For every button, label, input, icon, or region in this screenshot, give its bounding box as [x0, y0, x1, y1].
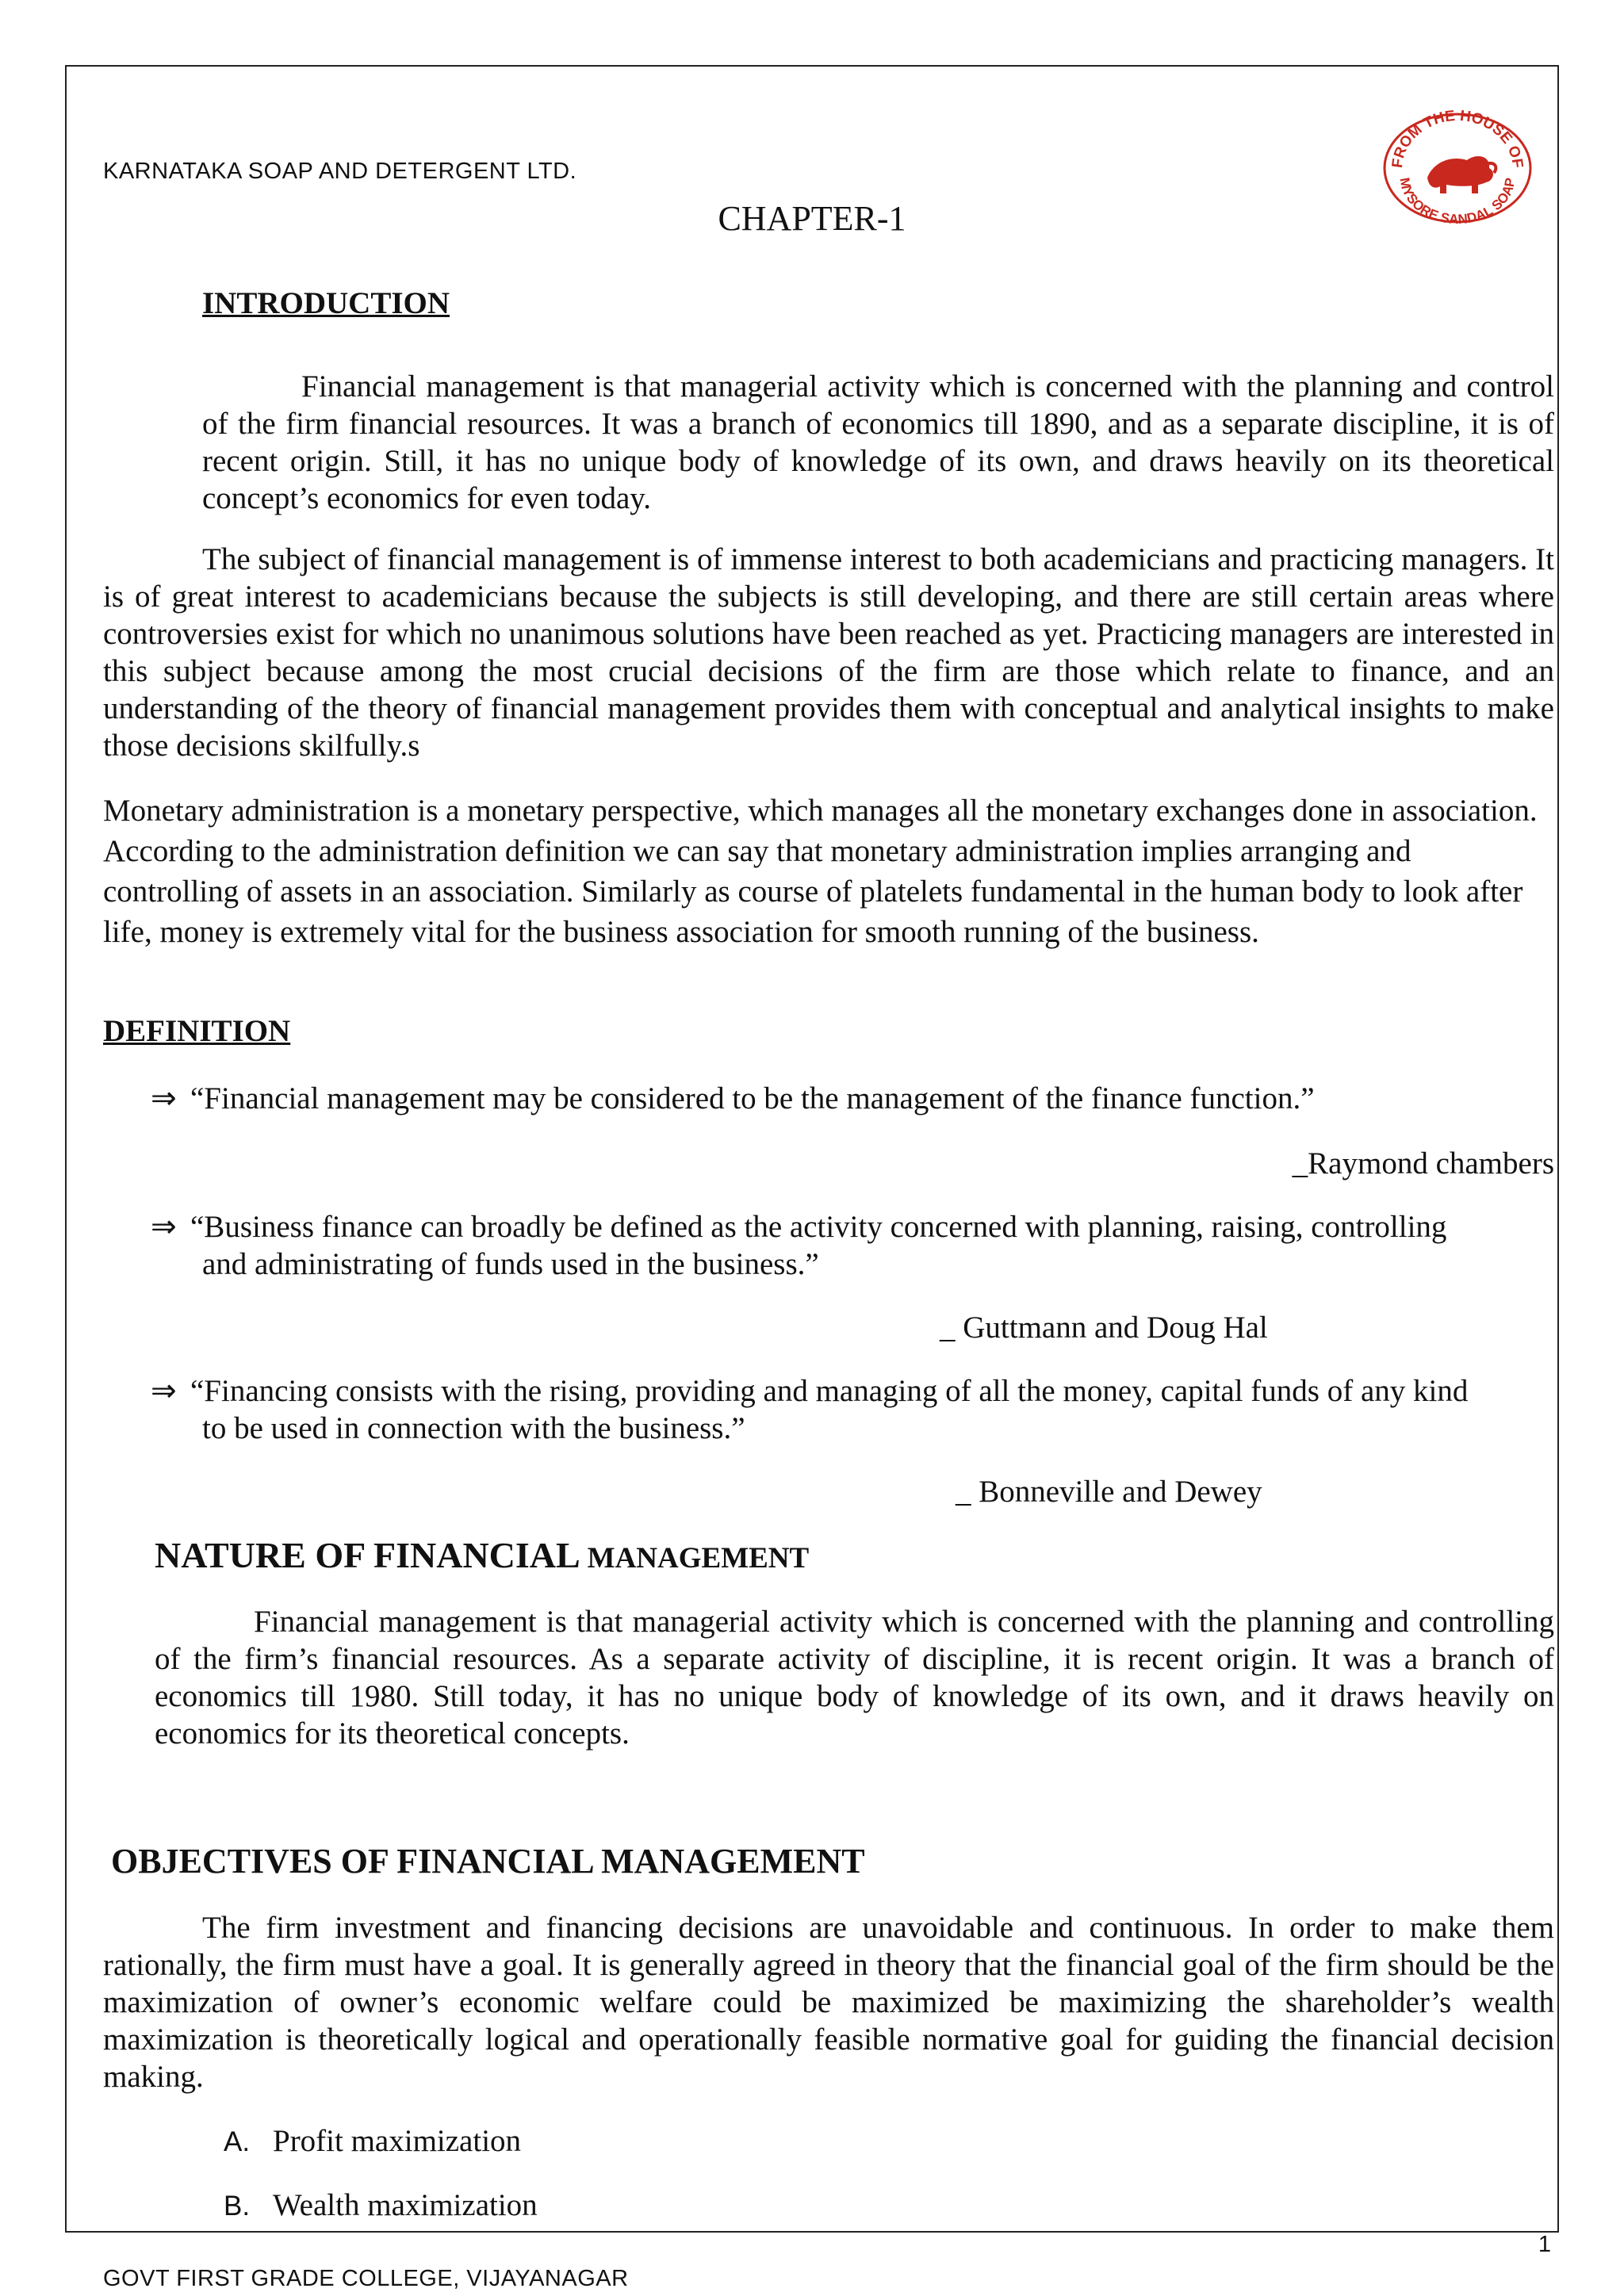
quote-attribution-2: _ Guttmann and Doug Hal	[940, 1311, 1268, 1345]
introduction-paragraph-2: The subject of financial management is of immense interest to both academicians and practicing managers. It is of great interest to academicians because the subjects is still developing, and there are still certain areas where controversies exist for which no unanimous solutions have been reached as yet. Practicing managers are interested in this subject because among the most crucial decisions of the firm are those which relate to finance, and an understanding of the theory of financial management provides them with conceptual and analytical insights to make those decisions skilfully.s	[103, 542, 1554, 763]
quote-text: “Business finance can broadly be defined as the activity concerned with planning, raising, controlling	[190, 1210, 1447, 1244]
list-item-text: Profit maximization	[273, 2124, 522, 2158]
chapter-title: CHAPTER-1	[718, 199, 906, 238]
definition-quote-3	[151, 1372, 1554, 1447]
list-marker: A.	[224, 2126, 251, 2157]
svg-text:FROM THE HOUSE OF: FROM THE HOUSE OF	[1388, 107, 1526, 170]
objectives-heading: OBJECTIVES OF FINANCIAL MANAGEMENT	[111, 1842, 865, 1881]
quote-attribution-1: _Raymond chambers	[1292, 1146, 1554, 1181]
arrow-icon: ⇒	[151, 1081, 177, 1115]
definition-quote-1	[151, 1080, 1554, 1117]
quote-text-continued: and administrating of funds used in the business.”	[202, 1247, 819, 1281]
definition-heading: DEFINITION	[103, 1014, 291, 1048]
introduction-paragraph-3: Monetary administration is a monetary perspective, which manages all the monetary exchanges done in association. According to the administration definition we can say that monetary administration implies arranging and controlling of assets in an association. Similarly as course of platelets fundamental in the human body to look after life, money is extremely vital for the business association for smooth running of the business.	[103, 794, 1538, 949]
list-item	[224, 2122, 521, 2160]
svg-text:MYSORE SANDAL SOAP: MYSORE SANDAL SOAP	[1396, 176, 1519, 224]
nature-heading-main: NATURE OF FINANCIAL	[155, 1535, 579, 1575]
arrow-icon: ⇒	[151, 1210, 177, 1244]
list-marker: B.	[224, 2191, 251, 2221]
list-item	[224, 2187, 538, 2225]
page-number: 1	[1538, 2232, 1551, 2257]
introduction-heading: INTRODUCTION	[202, 286, 450, 320]
nature-heading-small: MANAGEMENT	[587, 1542, 810, 1575]
list-item-text: Wealth maximization	[273, 2188, 538, 2222]
quote-attribution-3: _ Bonneville and Dewey	[956, 1475, 1262, 1509]
quote-text: “Financial management may be considered to be the management of the finance function.”	[190, 1081, 1315, 1115]
quote-text-continued: to be used in connection with the business.”	[202, 1411, 745, 1445]
nature-heading	[155, 1534, 809, 1576]
arrow-icon: ⇒	[151, 1374, 177, 1408]
definition-quote-2	[151, 1208, 1554, 1283]
quote-text: “Financing consists with the rising, providing and managing of all the money, capital funds of any kind	[190, 1374, 1469, 1408]
page-footer: GOVT FIRST GRADE COLLEGE, VIJAYANAGAR	[103, 2266, 629, 2291]
company-header: KARNATAKA SOAP AND DETERGENT LTD.	[103, 159, 577, 184]
introduction-paragraph-1: Financial management is that managerial activity which is concerned with the planning and control of the firm financial resources. It was a branch of economics till 1890, and as a separate discipline, it is of recent origin. Still, it has no unique body of knowledge of its own, and draws heavily on its theoretical concept’s economics for even today.	[202, 369, 1554, 515]
objectives-paragraph: The firm investment and financing decisions are unavoidable and continuous. In order to make them rationally, the firm must have a goal. It is generally agreed in theory that the financial goal of the firm should be the maximization of owner’s economic welfare could be maximized be maximizing the shareholder’s wealth maximization is theoretically logical and operationally feasible normative goal for guiding the financial decision making.	[103, 1911, 1554, 2094]
nature-paragraph: Financial management is that managerial activity which is concerned with the planning and controlling of the firm’s financial resources. As a separate activity of discipline, it is recent origin. It was a branch of economics till 1980. Still today, it has no unique body of knowledge of its own, and it draws heavily on economics for its theoretical concepts.	[155, 1605, 1554, 1751]
